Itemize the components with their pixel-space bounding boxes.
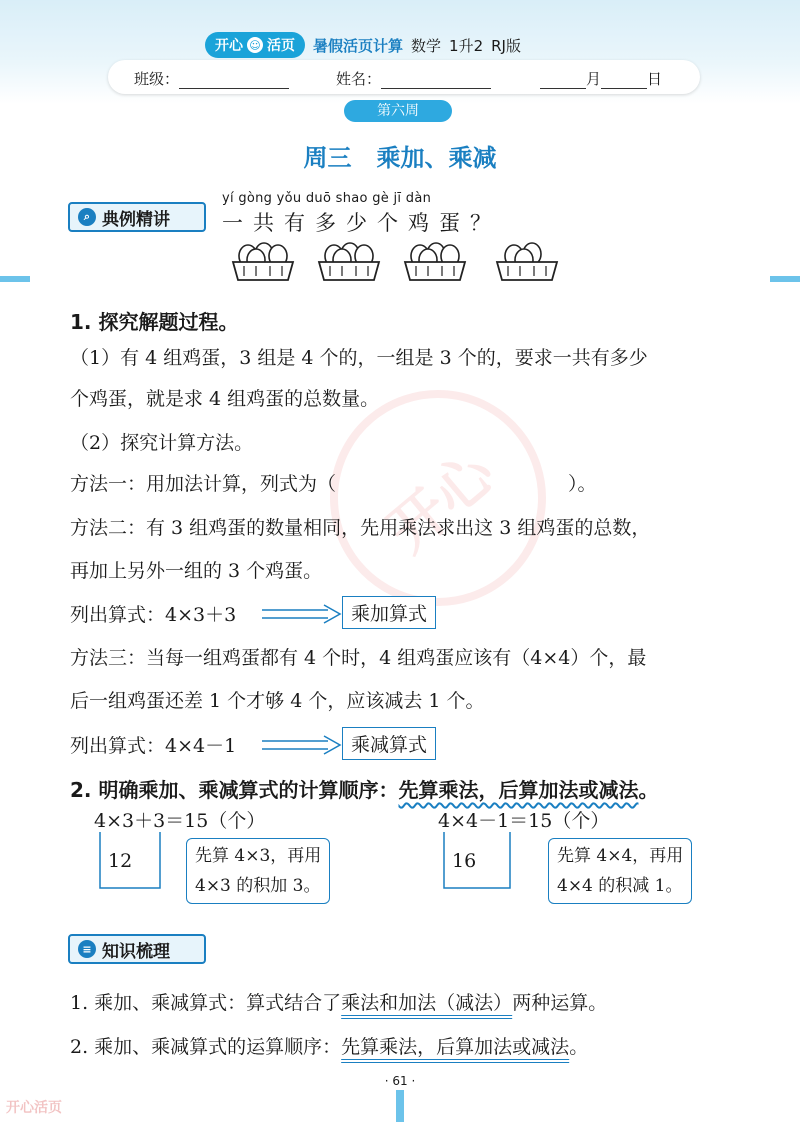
method1-line: 方法一：用加法计算，列式为（ ）。	[70, 473, 597, 495]
name-field: 姓名：	[336, 68, 491, 89]
side-decor-right	[770, 276, 800, 282]
month-blank[interactable]	[540, 74, 586, 89]
paragraph: （2）探究计算方法。	[70, 432, 254, 454]
arrow-right-icon	[262, 735, 342, 755]
student-info-bar	[108, 60, 700, 94]
knowledge-point-2: 2. 乘加、乘减算式的运算顺序：先算乘法，后算加法或减法。	[70, 1036, 589, 1058]
book-title: 暑假活页计算	[313, 36, 404, 55]
left-explanation-note: 先算 4×3，再用 4×3 的积加 3。	[186, 838, 330, 904]
egg-tray-icon	[494, 238, 560, 284]
day-blank[interactable]	[601, 74, 647, 89]
egg-tray-icon	[402, 238, 468, 284]
left-partial-result: 12	[108, 850, 133, 872]
week-badge: 第六周	[344, 100, 452, 122]
right-explanation-note: 先算 4×4，再用 4×4 的积减 1。	[548, 838, 692, 904]
question-pinyin: yí gòng yǒu duō shao gè jī dàn	[222, 191, 432, 206]
page-number: · 61 ·	[384, 1074, 416, 1088]
example-tag: ⌕ 典例精讲	[68, 202, 206, 232]
name-blank[interactable]	[381, 74, 491, 89]
watermark-seal: 开心	[286, 346, 590, 650]
smile-icon: ☺	[247, 37, 263, 53]
egg-tray-icon	[230, 238, 296, 284]
formula-label: 列出算式：4×3＋3	[70, 604, 237, 626]
paragraph: 再加上另外一组的 3 个鸡蛋。	[70, 560, 323, 582]
egg-tray-icon	[316, 238, 382, 284]
subject: 数学	[411, 36, 442, 55]
right-partial-result: 16	[452, 850, 477, 872]
date-field: 月 日	[540, 68, 662, 89]
brand-logo: 开心 ☺ 活页	[205, 32, 305, 58]
edition: RJ版	[491, 36, 521, 55]
page-edge-marker	[396, 1090, 404, 1122]
multiply-add-box: 乘加算式	[342, 596, 436, 629]
multiply-subtract-box: 乘减算式	[342, 727, 436, 760]
paragraph: 后一组鸡蛋还差 1 个才够 4 个，应该减去 1 个。	[70, 690, 485, 712]
paragraph: 个鸡蛋，就是求 4 组鸡蛋的总数量。	[70, 388, 380, 410]
left-equation: 4×3＋3＝15（个）	[94, 810, 266, 832]
arrow-right-icon	[262, 604, 342, 624]
notebook-icon: ≡	[78, 940, 96, 958]
header-title-row	[205, 32, 521, 58]
knowledge-point-1: 1. 乘加、乘减算式：算式结合了乘法和加法（减法）两种运算。	[70, 992, 608, 1014]
paragraph: （1）有 4 组鸡蛋，3 组是 4 个的，一组是 3 个的，要求一共有多少	[70, 347, 648, 369]
knowledge-tag: ≡ 知识梳理	[68, 934, 206, 964]
paragraph: 方法三：当每一组鸡蛋都有 4 个时，4 组鸡蛋应该有（4×4）个，最	[70, 647, 647, 669]
paragraph: 方法二：有 3 组鸡蛋的数量相同，先用乘法求出这 3 组鸡蛋的总数，	[70, 517, 651, 539]
side-decor-left	[0, 276, 30, 282]
section2-heading: 2. 明确乘加、乘减算式的计算顺序：先算乘法，后算加法或减法。	[70, 778, 659, 802]
footer-logo: 开心活页	[6, 1100, 62, 1116]
lesson-title: 周三 乘加、乘减	[303, 144, 497, 172]
section1-heading: 1. 探究解题过程。	[70, 310, 239, 334]
formula-label: 列出算式：4×4－1	[70, 735, 237, 757]
right-equation: 4×4－1＝15（个）	[438, 810, 610, 832]
grade: 1升2	[449, 36, 484, 55]
class-field: 班级：	[134, 68, 289, 89]
class-blank[interactable]	[179, 74, 289, 89]
question-text: 一共有多少个鸡蛋？	[222, 211, 501, 235]
magnifier-icon: ⌕	[78, 208, 96, 226]
